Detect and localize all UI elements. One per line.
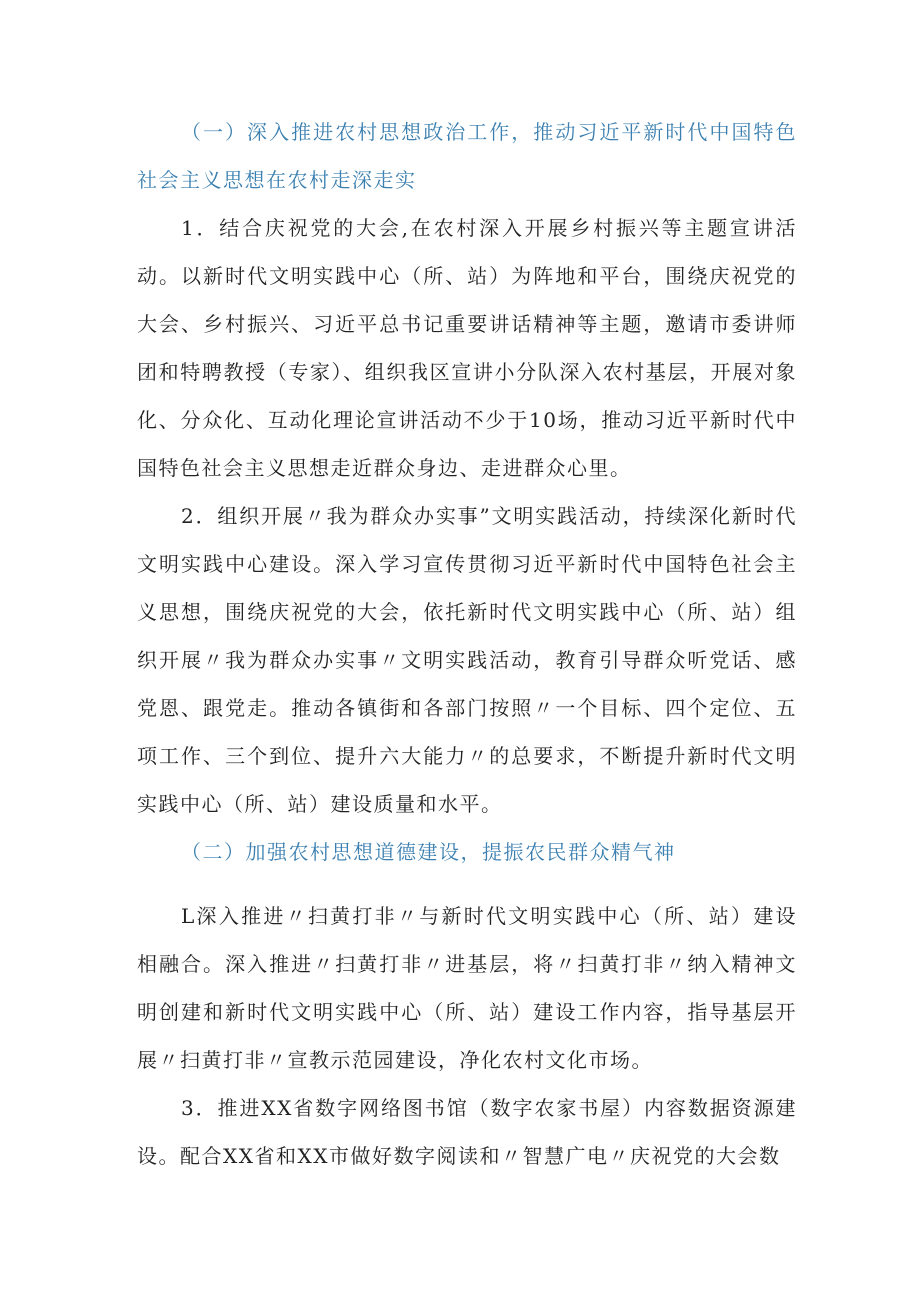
paragraph-item-4: 3．推进XX省数字网络图书馆（数字农家书屋）内容数据资源建设。配合XX省和XX市做好数字阅读和〃智慧广电〃庆祝党的大会数 bbox=[137, 1096, 797, 1168]
paragraph-item-2: 2．组织开展〃我为群众办实事”文明实践活动，持续深化新时代文明实践中心建设。深入学习宣传贯彻习近平新时代中国特色社会主义思想，围绕庆祝党的大会，依托新时代文明实践中心（所、站）组织开展〃我为群众办实事〃文明实践活动，教育引导群众听党话、感党恩、跟党走。推动各镇街和各部门按照〃一个目标、四个定位、五项工作、三个到位、提升六大能力〃的总要求，不断提升新时代文明实践中心（所、站）建设质量和水平。 bbox=[137, 504, 797, 816]
paragraph-item-3: L深入推进〃扫黄打非〃与新时代文明实践中心（所、站）建设相融合。深入推进〃扫黄打非〃进基层，将〃扫黄打非〃纳入精神文明创建和新时代文明实践中心（所、站）建设工作内容，指导基层开展〃扫黄打非〃宣教示范园建设，净化农村文化市场。 bbox=[137, 904, 797, 1072]
section-heading-1: （一）深入推进农村思想政治工作，推动习近平新时代中国特色社会主义思想在农村走深走实 bbox=[137, 120, 797, 192]
paragraph-item-1: 1．结合庆祝党的大会,在农村深入开展乡村振兴等主题宣讲活动。以新时代文明实践中心（所、站）为阵地和平台，围绕庆祝党的大会、乡村振兴、习近平总书记重要讲话精神等主题，邀请市委讲师团和特聘教授（专家）、组织我区宣讲小分队深入农村基层，开展对象化、分众化、互动化理论宣讲活动不少于10场，推动习近平新时代中国特色社会主义思想走近群众身边、走进群众心里。 bbox=[137, 216, 797, 480]
section-heading-2: （二）加强农村思想道德建设，提振农民群众精气神 bbox=[181, 840, 676, 864]
